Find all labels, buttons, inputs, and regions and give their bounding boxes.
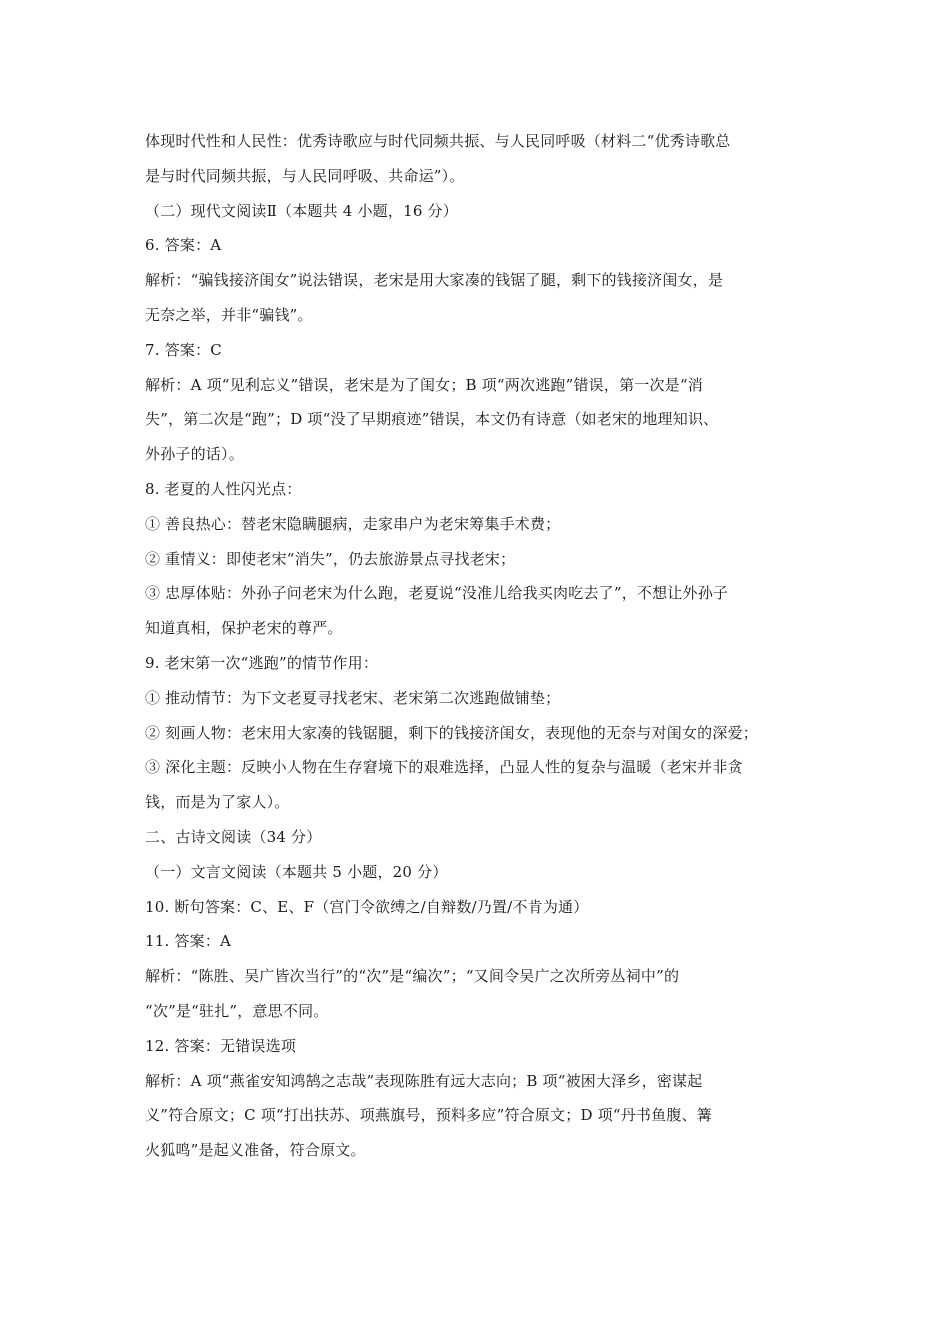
text-line: 解析：A 项“见利忘义”错误，老宋是为了闺女；B 项“两次逃跑”错误，第一次是“消	[145, 375, 703, 394]
text-line: 解析：“陈胜、吴广皆次当行”的“次”是“编次”；“又间令吴广之次所旁丛祠中”的	[145, 967, 680, 986]
text-line: 失”，第二次是“跑”；D 项“没了早期痕迹”错误，本文仍有诗意（如老宋的地理知识、	[145, 410, 719, 429]
section-heading: （一）文言文阅读（本题共 5 小题，20 分）	[145, 862, 448, 881]
text-line: “次”是“驻扎”，意思不同。	[145, 1001, 329, 1020]
text-line: 火狐鸣”是起义准备，符合原文。	[145, 1141, 366, 1160]
text-line: 解析：A 项“燕雀安知鸿鹄之志哉”表现陈胜有远大志向；B 项“被困大泽乡，密谋起	[145, 1071, 703, 1090]
list-item: ② 重情义：即使老宋“消失”，仍去旅游景点寻找老宋；	[145, 549, 516, 568]
question-heading: 8. 老夏的人性闪光点：	[145, 479, 302, 498]
text-line: 是与时代同频共振，与人民同呼吸、共命运”）。	[145, 166, 465, 185]
list-item: ① 推动情节：为下文老夏寻找老宋、老宋第二次逃跑做铺垫；	[145, 688, 561, 707]
document-body	[145, 124, 817, 1168]
list-item: ② 刻画人物：老宋用大家凑的钱锯腿，剩下的钱接济闺女，表现他的无奈与对闺女的深爱；	[145, 723, 758, 742]
list-item: ① 善良热心：替老宋隐瞒腿病，走家串户为老宋筹集手术费；	[145, 514, 561, 533]
section-heading: 二、古诗文阅读（34 分）	[145, 827, 322, 846]
text-line: 知道真相，保护老宋的尊严。	[145, 619, 343, 638]
answer-line: 10. 断句答案：C、E、F（宫门令欲缚之/自辩数/乃置/不肯为通）	[145, 897, 589, 916]
text-line: 体现时代性和人民性：优秀诗歌应与时代同频共振、与人民同呼吸（材料二“优秀诗歌总	[145, 132, 731, 150]
answer-line: 11. 答案：A	[145, 932, 232, 951]
list-item: ③ 深化主题：反映小人物在生存窘境下的艰难选择，凸显人性的复杂与温暖（老宋并非贪	[145, 758, 743, 777]
question-heading: 9. 老宋第一次“逃跑”的情节作用：	[145, 653, 379, 672]
section-heading: （二）现代文阅读Ⅱ（本题共 4 小题，16 分）	[145, 201, 458, 220]
answer-line: 7. 答案：C	[145, 340, 222, 359]
text-line: 义”符合原文；C 项“打出扶苏、项燕旗号，预料多应”符合原文；D 项“丹书鱼腹、篝	[145, 1106, 712, 1125]
text-line: 外孙子的话）。	[145, 445, 244, 464]
text-line: 解析：“骗钱接济闺女”说法错误，老宋是用大家凑的钱锯了腿，剩下的钱接济闺女，是	[145, 271, 724, 290]
text-line: 无奈之举，并非“骗钱”。	[145, 305, 313, 324]
text-line: 钱，而是为了家人）。	[145, 793, 290, 812]
list-item: ③ 忠厚体贴：外孙子问老宋为什么跑，老夏说“没准儿给我买肉吃去了”，不想让外孙子	[145, 584, 729, 603]
answer-line: 6. 答案：A	[145, 236, 222, 255]
answer-line: 12. 答案：无错误选项	[145, 1036, 297, 1055]
